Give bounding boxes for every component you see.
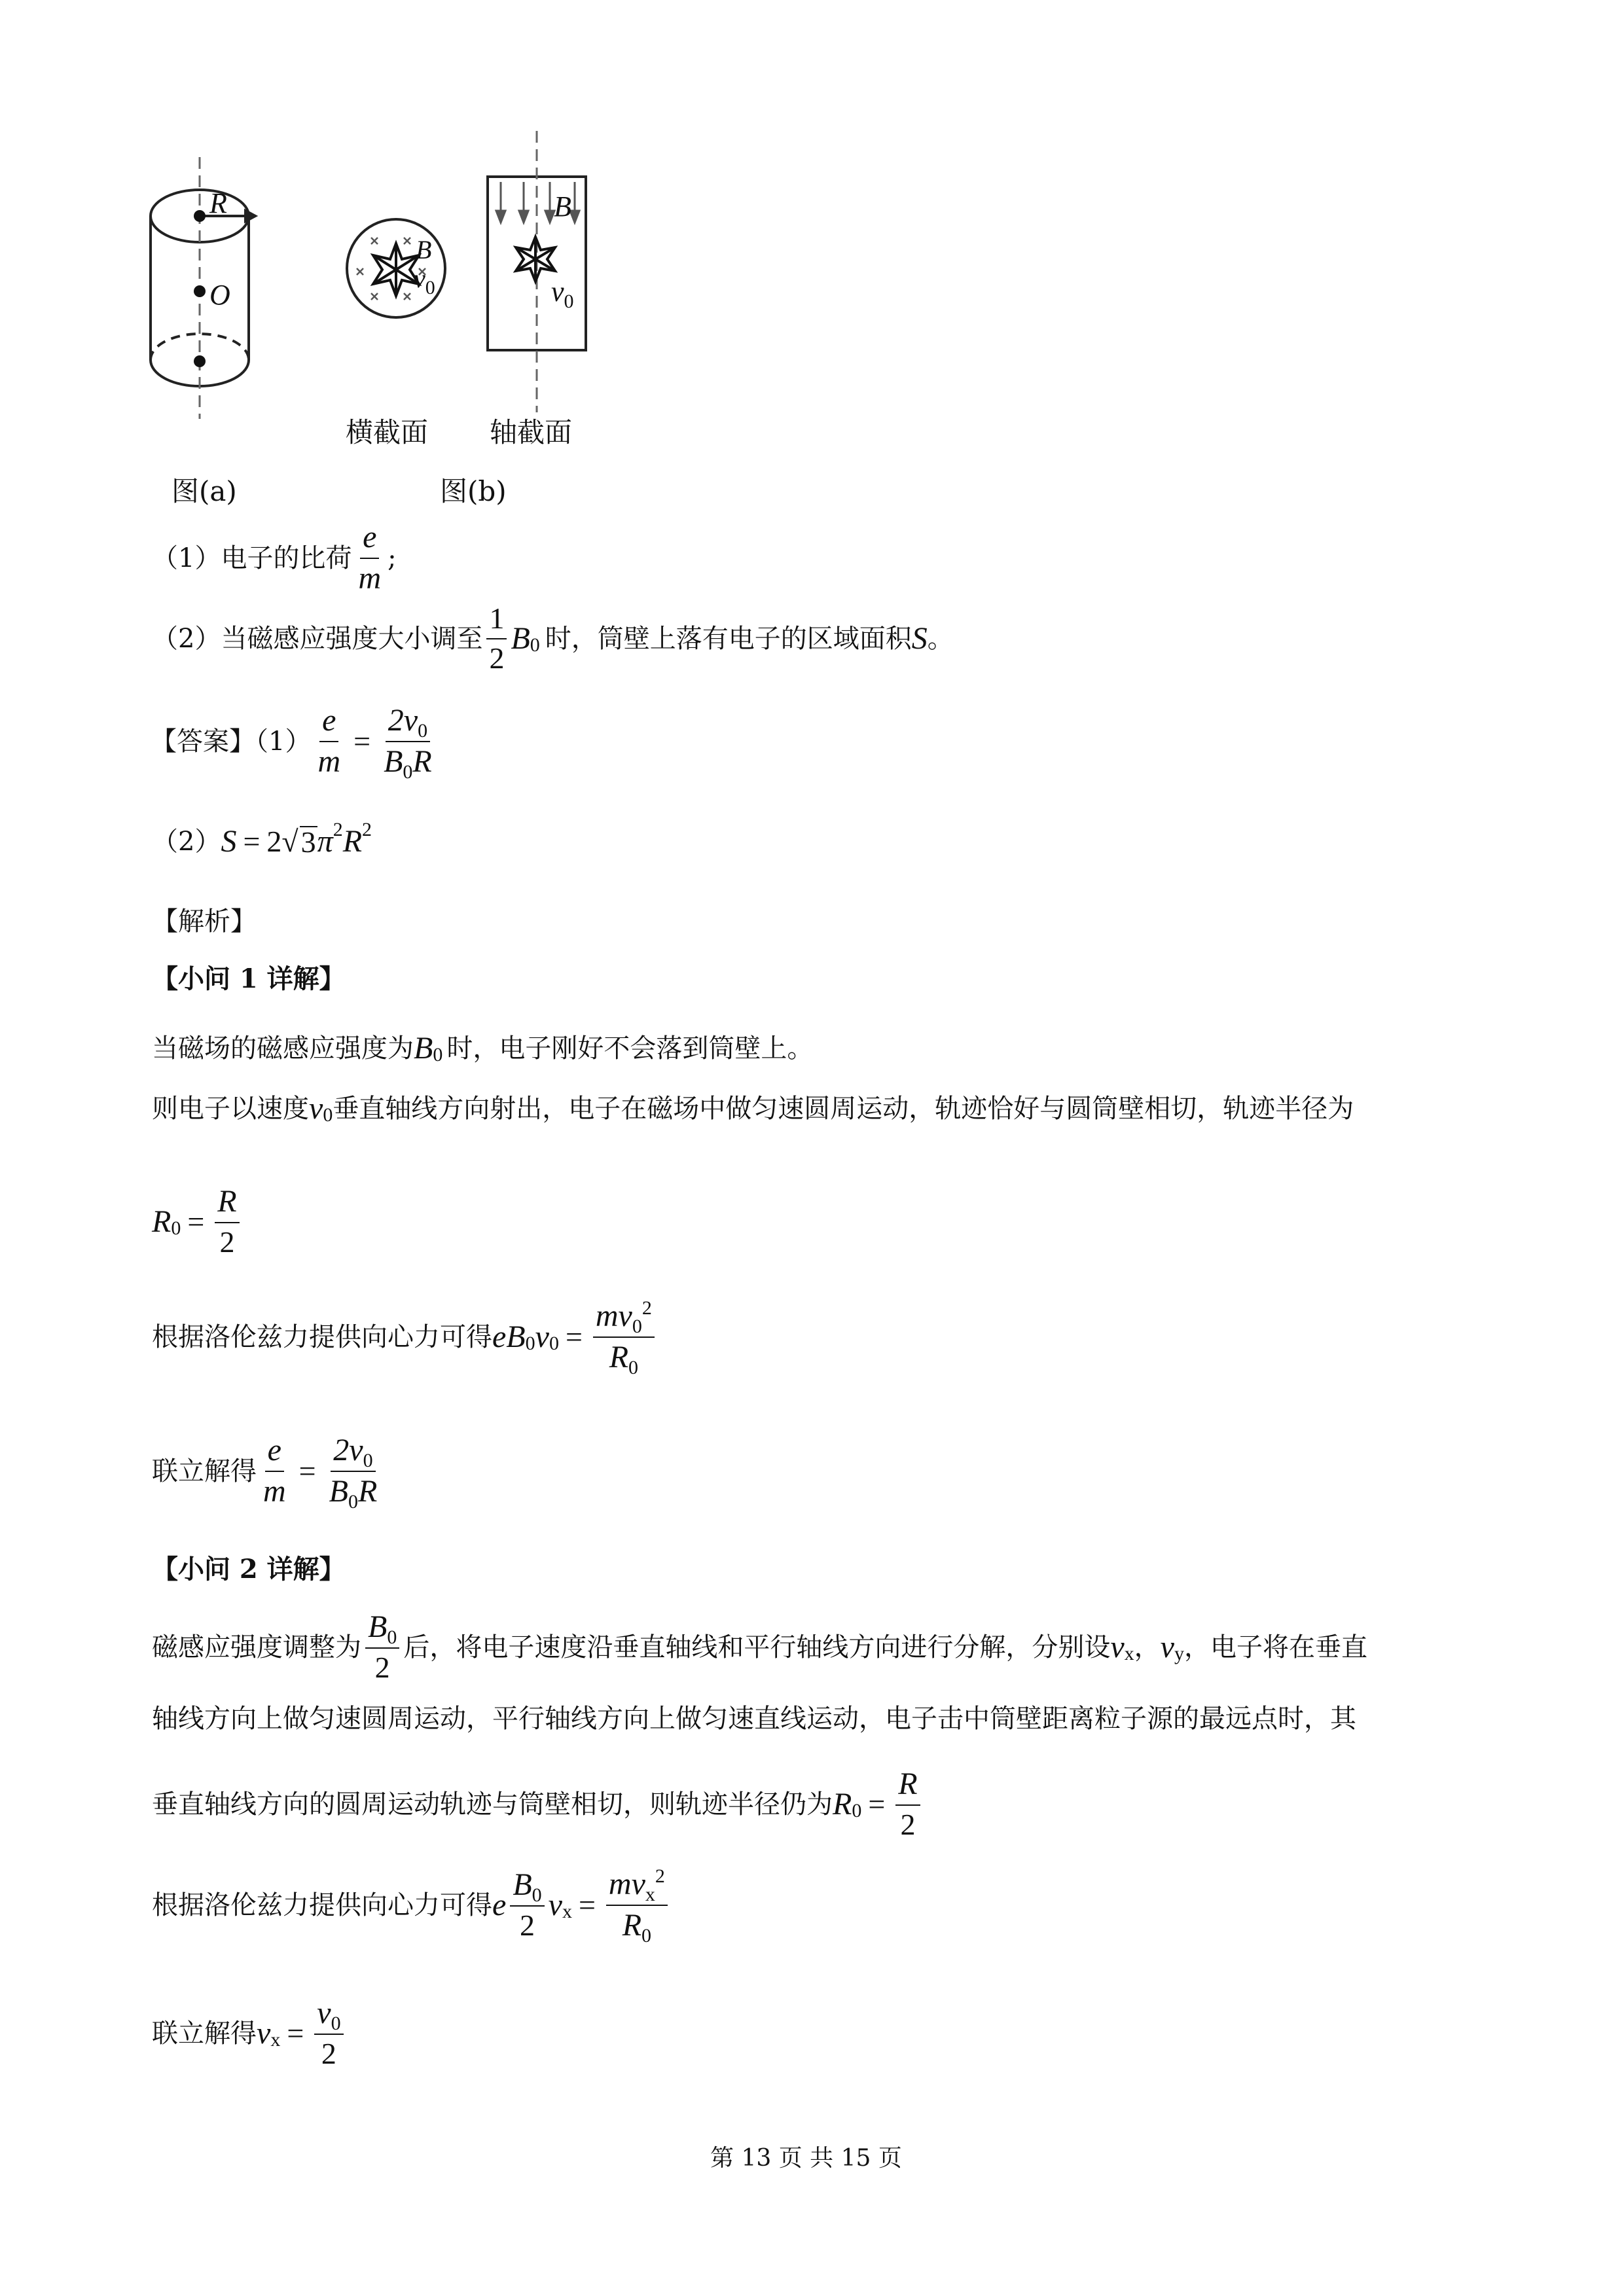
part-1-line-5: 联立解得 $\frac{e}{m}$ = $\frac{2v_0}{B_0R}$ — [152, 1433, 378, 1513]
star-source-icon — [373, 243, 419, 296]
part-2-line-3: 垂直轴线方向的圆周运动轨迹与筒壁相切，则轨迹半径仍为 R 0 = $\frac{R}{2}$ — [152, 1767, 924, 1841]
field-label-cross: B — [416, 235, 432, 264]
part-1-line-3: R 0 = $\frac{R}{2}$ — [152, 1185, 244, 1259]
velocity-label-cross: $v_0$ — [414, 264, 435, 298]
bottom-dot — [194, 355, 206, 367]
field-label-axial: B — [554, 190, 571, 223]
answer-2: （2） S = 2 √ 3 π 2 R 2 — [152, 819, 372, 859]
center-dot — [194, 285, 206, 297]
part-1-line-2: 则电子以速度 v 0 垂直轴线方向射出，电子在磁场中做匀速圆周运动，轨迹恰好与圆筒壁相切，轨迹半径为 — [152, 1091, 1354, 1126]
question-1: （1）电子的比荷 $\frac{e}{m}$ ; — [152, 520, 397, 596]
page-footer: 第 13 页 共 15 页 — [710, 2145, 902, 2172]
question-2: （2）当磁感应强度大小调至 $\frac{1}{2}$ B 0 时，筒壁上落有电子的区域面积 S 。 — [152, 601, 954, 675]
analysis-label: 【解析】 — [152, 906, 257, 937]
figure-b-caption: 图(b) — [440, 475, 507, 507]
part-2-line-2: 轴线方向上做匀速圆周运动，平行轴线方向上做匀速直线运动，电子击中筒壁距离粒子源的最远点时，其 — [152, 1704, 1356, 1734]
star-source-icon-axial — [516, 237, 555, 281]
physics-figure — [0, 0, 1624, 511]
center-label: O — [209, 279, 230, 311]
cross-section-caption: 横截面 — [346, 416, 429, 448]
figure-a-caption: 图(a) — [171, 475, 237, 507]
axial-section-caption: 轴截面 — [490, 416, 573, 448]
answer-1: 【答案】（1） $\frac{e}{m}$ = $\frac{2v_0}{B_0R}$ — [151, 703, 432, 783]
part-2-line-5: 联立解得 v x = $\frac{v_0}{2}$ — [152, 1996, 348, 2070]
part-1-line-1: 当磁场的磁感应强度为 B 0 时，电子刚好不会落到筒壁上。 — [152, 1031, 814, 1066]
part-1-line-4: 根据洛伦兹力提供向心力可得 eB 0 v 0 = $\frac{mv_0^2}{R_0}$ — [152, 1299, 659, 1375]
radius-label: R — [209, 187, 227, 219]
velocity-label-axial: $v_0$ — [551, 276, 574, 312]
part-1-title: 【小问 1 详解】 — [152, 963, 346, 994]
part-2-line-4: 根据洛伦兹力提供向心力可得 e $\frac{B_0}{2}$ v x = $\frac{mv_x^2}{R_0}$ — [152, 1867, 672, 1943]
part-2-title: 【小问 2 详解】 — [152, 1554, 346, 1585]
top-dot — [194, 210, 206, 222]
part-2-line-1: 磁感应强度调整为 $\frac{B_0}{2}$ 后，将电子速度沿垂直轴线和平行轴线方向进行分解，分别设 v x ， v y ，电子将在垂直 — [152, 1609, 1367, 1684]
